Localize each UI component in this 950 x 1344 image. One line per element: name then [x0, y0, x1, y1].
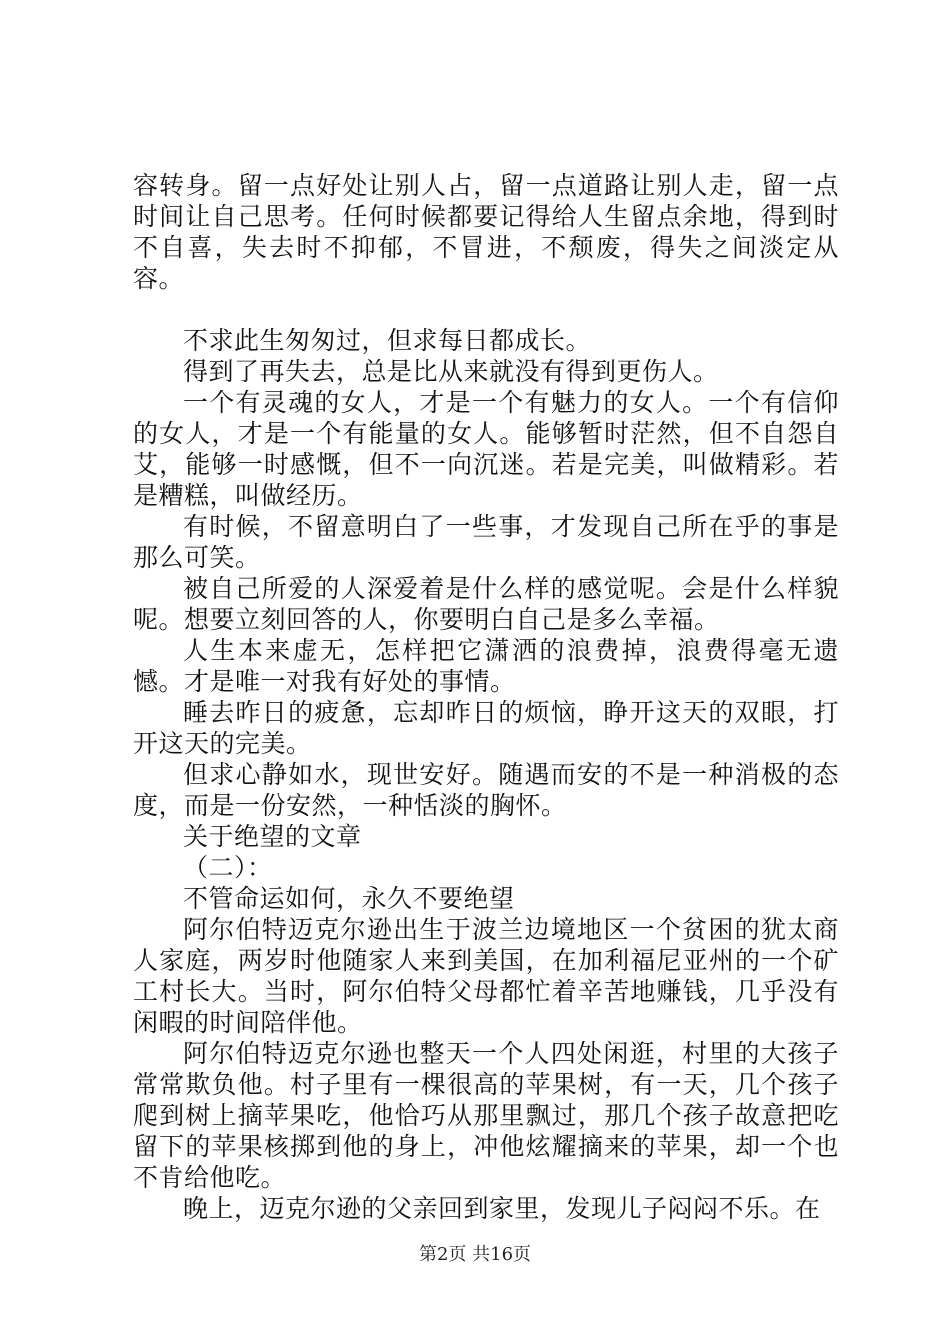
paragraph: 晚上，迈克尔逊的父亲回到家里，发现儿子闷闷不乐。在 — [183, 1194, 821, 1223]
paragraph: 被自己所爱的人深爱着是什么样的感觉呢。会是什么样貌呢。想要立刻回答的人，你要明白自己是多么幸福。 — [133, 574, 839, 634]
page-number-label: 第2页 共16页 — [418, 1244, 532, 1265]
paragraph: 人生本来虚无，怎样把它潇洒的浪费掉，浪费得毫无遗憾。才是唯一对我有好处的事情。 — [133, 636, 839, 696]
document-body — [133, 170, 839, 1224]
paragraph: 睡去昨日的疲惫，忘却昨日的烦恼，睁开这天的双眼，打开这天的完美。 — [133, 698, 839, 758]
paragraph: 得到了再失去，总是比从来就没有得到更伤人。 — [183, 357, 719, 386]
paragraph: 一个有灵魂的女人，才是一个有魅力的女人。一个有信仰的女人，才是一个有能量的女人。能够暂时茫然，但不自怨自艾，能够一时感慨，但不一向沉迷。若是完美，叫做精彩。若是糟糕，叫做经历。 — [133, 388, 839, 510]
paragraph: 有时候，不留意明白了一些事，才发现自己所在乎的事是那么可笑。 — [133, 512, 839, 572]
section-title: 关于绝望的文章 — [183, 822, 362, 851]
paragraph: 容转身。留一点好处让别人占，留一点道路让别人走，留一点时间让自己思考。任何时候都要记得给人生留点余地，得到时不自喜，失去时不抑郁，不冒进，不颓废，得失之间淡定从容。 — [133, 171, 839, 293]
article-title: 不管命运如何，永久不要绝望 — [183, 884, 515, 913]
paragraph: 阿尔伯特迈克尔逊出生于波兰边境地区一个贫困的犹太商人家庭，两岁时他随家人来到美国，在加利福尼亚州的一个矿工村长大。当时，阿尔伯特父母都忙着辛苦地赚钱，几乎没有闲暇的时间陪伴他。 — [133, 915, 839, 1037]
paragraph: 但求心静如水，现世安好。随遇而安的不是一种消极的态度，而是一份安然，一种恬淡的胸怀。 — [133, 760, 839, 820]
page-footer — [0, 1243, 950, 1267]
paragraph: 阿尔伯特迈克尔逊也整天一个人四处闲逛，村里的大孩子常常欺负他。村子里有一棵很高的苹果树，有一天，几个孩子爬到树上摘苹果吃，他恰巧从那里飘过，那几个孩子故意把吃留下的苹果核掷到他的身上，冲他炫耀摘来的苹果，却一个也不肯给他吃。 — [133, 1039, 839, 1192]
section-number: （二）： — [183, 853, 273, 882]
paragraph: 不求此生匆匆过，但求每日都成长。 — [183, 326, 592, 355]
